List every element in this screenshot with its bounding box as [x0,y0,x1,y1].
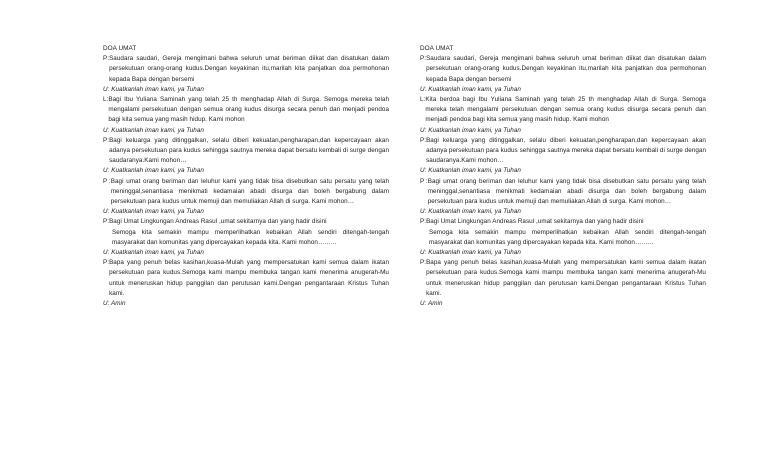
prayer-intention-4-cont [420,228,706,248]
response-line: U: Kuatkanlah iman kami, ya Tuhan [103,85,204,93]
response-line: U: Kuatkanlah iman kami, ya Tuhan [420,126,521,134]
prayer-intention-4 [103,217,389,227]
speaker-prefix: P : [103,177,111,185]
amen-response: U: Amin [103,300,126,308]
prayer-text: Bagi Umat Lingkungan Andreas Rasul ,umat sekitarnya dan yang hadir disini [426,218,644,226]
prayer-intention-3 [103,177,389,208]
prayer-text: Bagi Ibu Yuliana Saminah yang telah 25 th menghadap Allah di Surga. Semoga mereka telah mengalami persekutuan dengan semua orang kudus disurga secara penuh dan menjadi pendoa bagi kita semua yang masih hidup. Kami mohon [108,96,389,124]
prayer-intention-4-cont [103,228,389,248]
speaker-prefix: P: [103,136,110,144]
closing-prayer [103,258,389,299]
speaker-prefix: P: [420,136,427,144]
response-line: U: Kuatkanlah iman kami, ya Tuhan [420,85,521,93]
prayer-text: Bagi Umat Lingkungan Andreas Rasul ,umat sekitarnya dan yang hadir disini [109,218,327,226]
speaker-prefix: P: [420,218,427,226]
prayer-text: Semoga kita semakin mampu memperlihatkan kebaikan Allah sendiri ditengah-tengah masyarakat dan komunitas yang dipercayakan kepada kita. Kami mohon……… [429,228,706,246]
prayer-intention-4 [420,217,706,227]
prayer-text: Bapa yang penuh belas kasihan,kuasa-Mulah yang mempersatukan kami semua dalam ikatan persekutuan para kudus.Semoga kami mampu membuka tangan kami menerima anugerah-Mu untuk meneruskan hidup panggilan dan perutusan kami.Dengan pengantaraan Kristus Tuhan kami. [426,259,706,297]
speaker-prefix: L: [420,96,426,104]
speaker-prefix: P: [103,218,110,226]
prayer-intention-1 [420,95,706,126]
doc-title: DOA UMAT [420,45,454,52]
prayer-text: Bagi umat orang beriman dan leluhur kami yang tidak bisa disebutkan satu persatu yang telah meninggal,senantiasa menikmati kedamaian abadi disurga dan boleh bergabung dalam persekutuan para kudus untuk memuji dan memuliakan Allah di surga. Kami mohon… [427,177,706,206]
prayer-text: Saudara saudari, Gereja mengimani bahwa seluruh umat beriman diikat dan disatukan dalam persekutuan orang-orang kudus.Dengan keyakinan itu,marilah kita panjatkan doa permohonan kepada Bapa dengan bersemi [109,55,389,83]
response-line: U: Kuatkanlah iman kami, ya Tuhan [103,249,204,257]
response-line: U: Kuatkanlah iman kami, ya Tuhan [420,249,521,257]
left-column [103,44,389,309]
speaker-prefix: L: [103,96,109,104]
prayer-text: Semoga kita semakin mampu memperlihatkan kebaikan Allah sendiri ditengah-tengah masyarakat dan komunitas yang dipercayakan kepada kita. Kami mohon……… [112,228,389,246]
prayer-text: Bagi umat orang beriman dan leluhur kami yang tidak bisa disebutkan satu persatu yang telah meninggal,senantiasa menikmati kedamaian abadi disurga dan boleh bergabung dalam persekutuan para kudus untuk memuji dan memuliakan Allah di surga. Kami mohon… [110,177,389,206]
prayer-text: Bapa yang penuh belas kasihan,kuasa-Mulah yang mempersatukan kami semua dalam ikatan persekutuan para kudus.Semoga kami mampu membuka tangan kami menerima anugerah-Mu untuk meneruskan hidup panggilan dan perutusan kami.Dengan pengantaraan Kristus Tuhan kami. [109,259,389,297]
prayer-intro [420,54,706,85]
speaker-prefix: P: [103,55,110,63]
prayer-intention-1 [103,95,389,126]
response-line: U: Kuatkanlah iman kami, ya Tuhan [103,208,204,216]
speaker-prefix: P: [103,259,110,267]
doc-title: DOA UMAT [103,45,137,52]
response-line: U: Kuatkanlah iman kami, ya Tuhan [420,208,521,216]
prayer-text: Saudara saudari, Gereja mengimani bahwa seluruh umat beriman diikat dan disatukan dalam persekutuan orang-orang kudus.Dengan keyakinan itu,marilah kita panjatkan doa permohonan kepada Bapa dengan bersemi [426,55,706,83]
prayer-text: Bagi keluarga yang ditinggalkan, selalu diberi kekuatan,pengharapan,dan kepercayaan akan adanya persekutuan para kudus sehingga sautnya mereka dapat bersatu kembali di surge dengan saudaranya.Kami mohon… [426,136,706,165]
speaker-prefix: P: [420,55,427,63]
prayer-text: Bagi keluarga yang ditinggalkan, selalu diberi kekuatan,pengharapan,dan kepercayaan akan adanya persekutuan para kudus sehingga sautnya mereka dapat bersatu kembali di surge dengan saudaranya.Kami mohon… [109,136,389,165]
prayer-intention-2 [103,136,389,167]
response-line: U: Kuatkanlah iman kami, ya Tuhan [420,167,521,175]
response-line: U: Kuatkanlah iman kami, ya Tuhan [103,126,204,134]
speaker-prefix: P : [420,177,428,185]
prayer-intention-3 [420,177,706,208]
prayer-intention-2 [420,136,706,167]
prayer-intro [103,54,389,85]
right-column [420,44,706,309]
prayer-text: Kita berdoa bagi Ibu Yuliana Saminah yang telah 25 th menghadap Allah di Surga. Semoga mereka telah mengalami persekutuan dengan semua orang kudus disurga secara penuh dan menjadi pendoa bagi kita semua yang masih hidup. Kami mohon [425,96,706,124]
speaker-prefix: P: [420,259,427,267]
response-line: U: Kuatkanlah iman kami, ya Tuhan [103,167,204,175]
amen-response: U: Amin [420,300,443,308]
closing-prayer [420,258,706,299]
